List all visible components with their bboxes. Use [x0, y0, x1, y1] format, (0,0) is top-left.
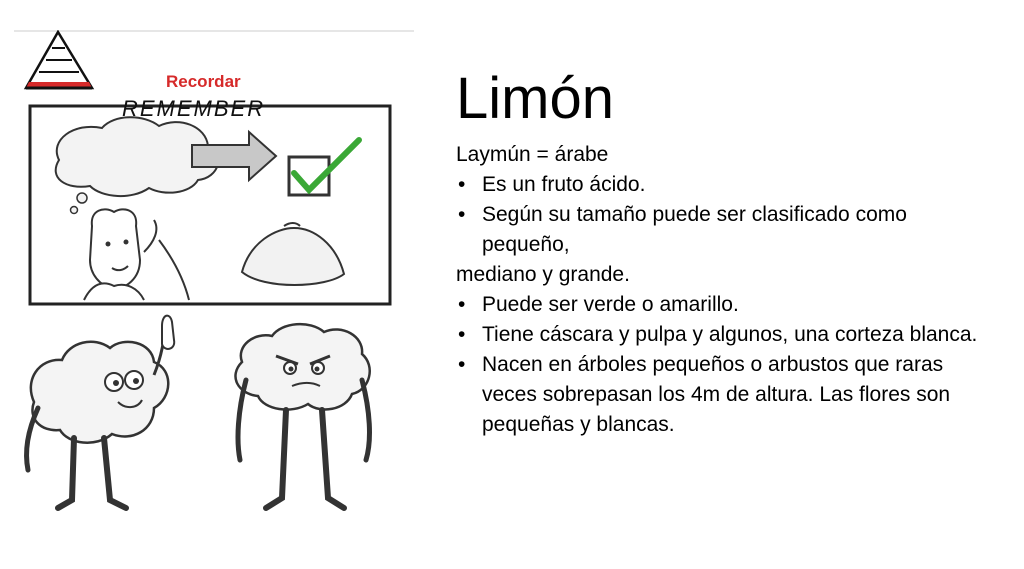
remember-illustration	[14, 30, 414, 520]
bullet-item: • Puede ser verde o amarillo.	[456, 290, 996, 320]
cloud-character	[235, 324, 369, 508]
continuation-line: mediano y grande.	[456, 263, 630, 286]
bullet-list-2	[456, 290, 996, 440]
bullet-item: • Es un fruto ácido.	[456, 170, 996, 200]
bullet-item: • Según su tamaño puede ser clasificado como pequeño,	[456, 200, 996, 260]
slide-title: Limón	[456, 66, 614, 131]
bullet-item: • Tiene cáscara y pulpa y algunos, una corteza blanca.	[456, 320, 996, 350]
bullet-list-1	[456, 170, 996, 260]
pyramid-icon	[26, 32, 92, 88]
remember-title: REMEMBER	[122, 96, 266, 121]
recordar-label: Recordar	[166, 72, 241, 91]
bullet-item: • Nacen en árboles pequeños o arbustos que raras veces sobrepasan los 4m de altura. Las flores son pequeñas y blancas.	[456, 350, 996, 440]
slide-content	[456, 64, 996, 440]
brain-character	[26, 316, 174, 508]
etymology-line: Laymún = árabe	[456, 143, 609, 166]
